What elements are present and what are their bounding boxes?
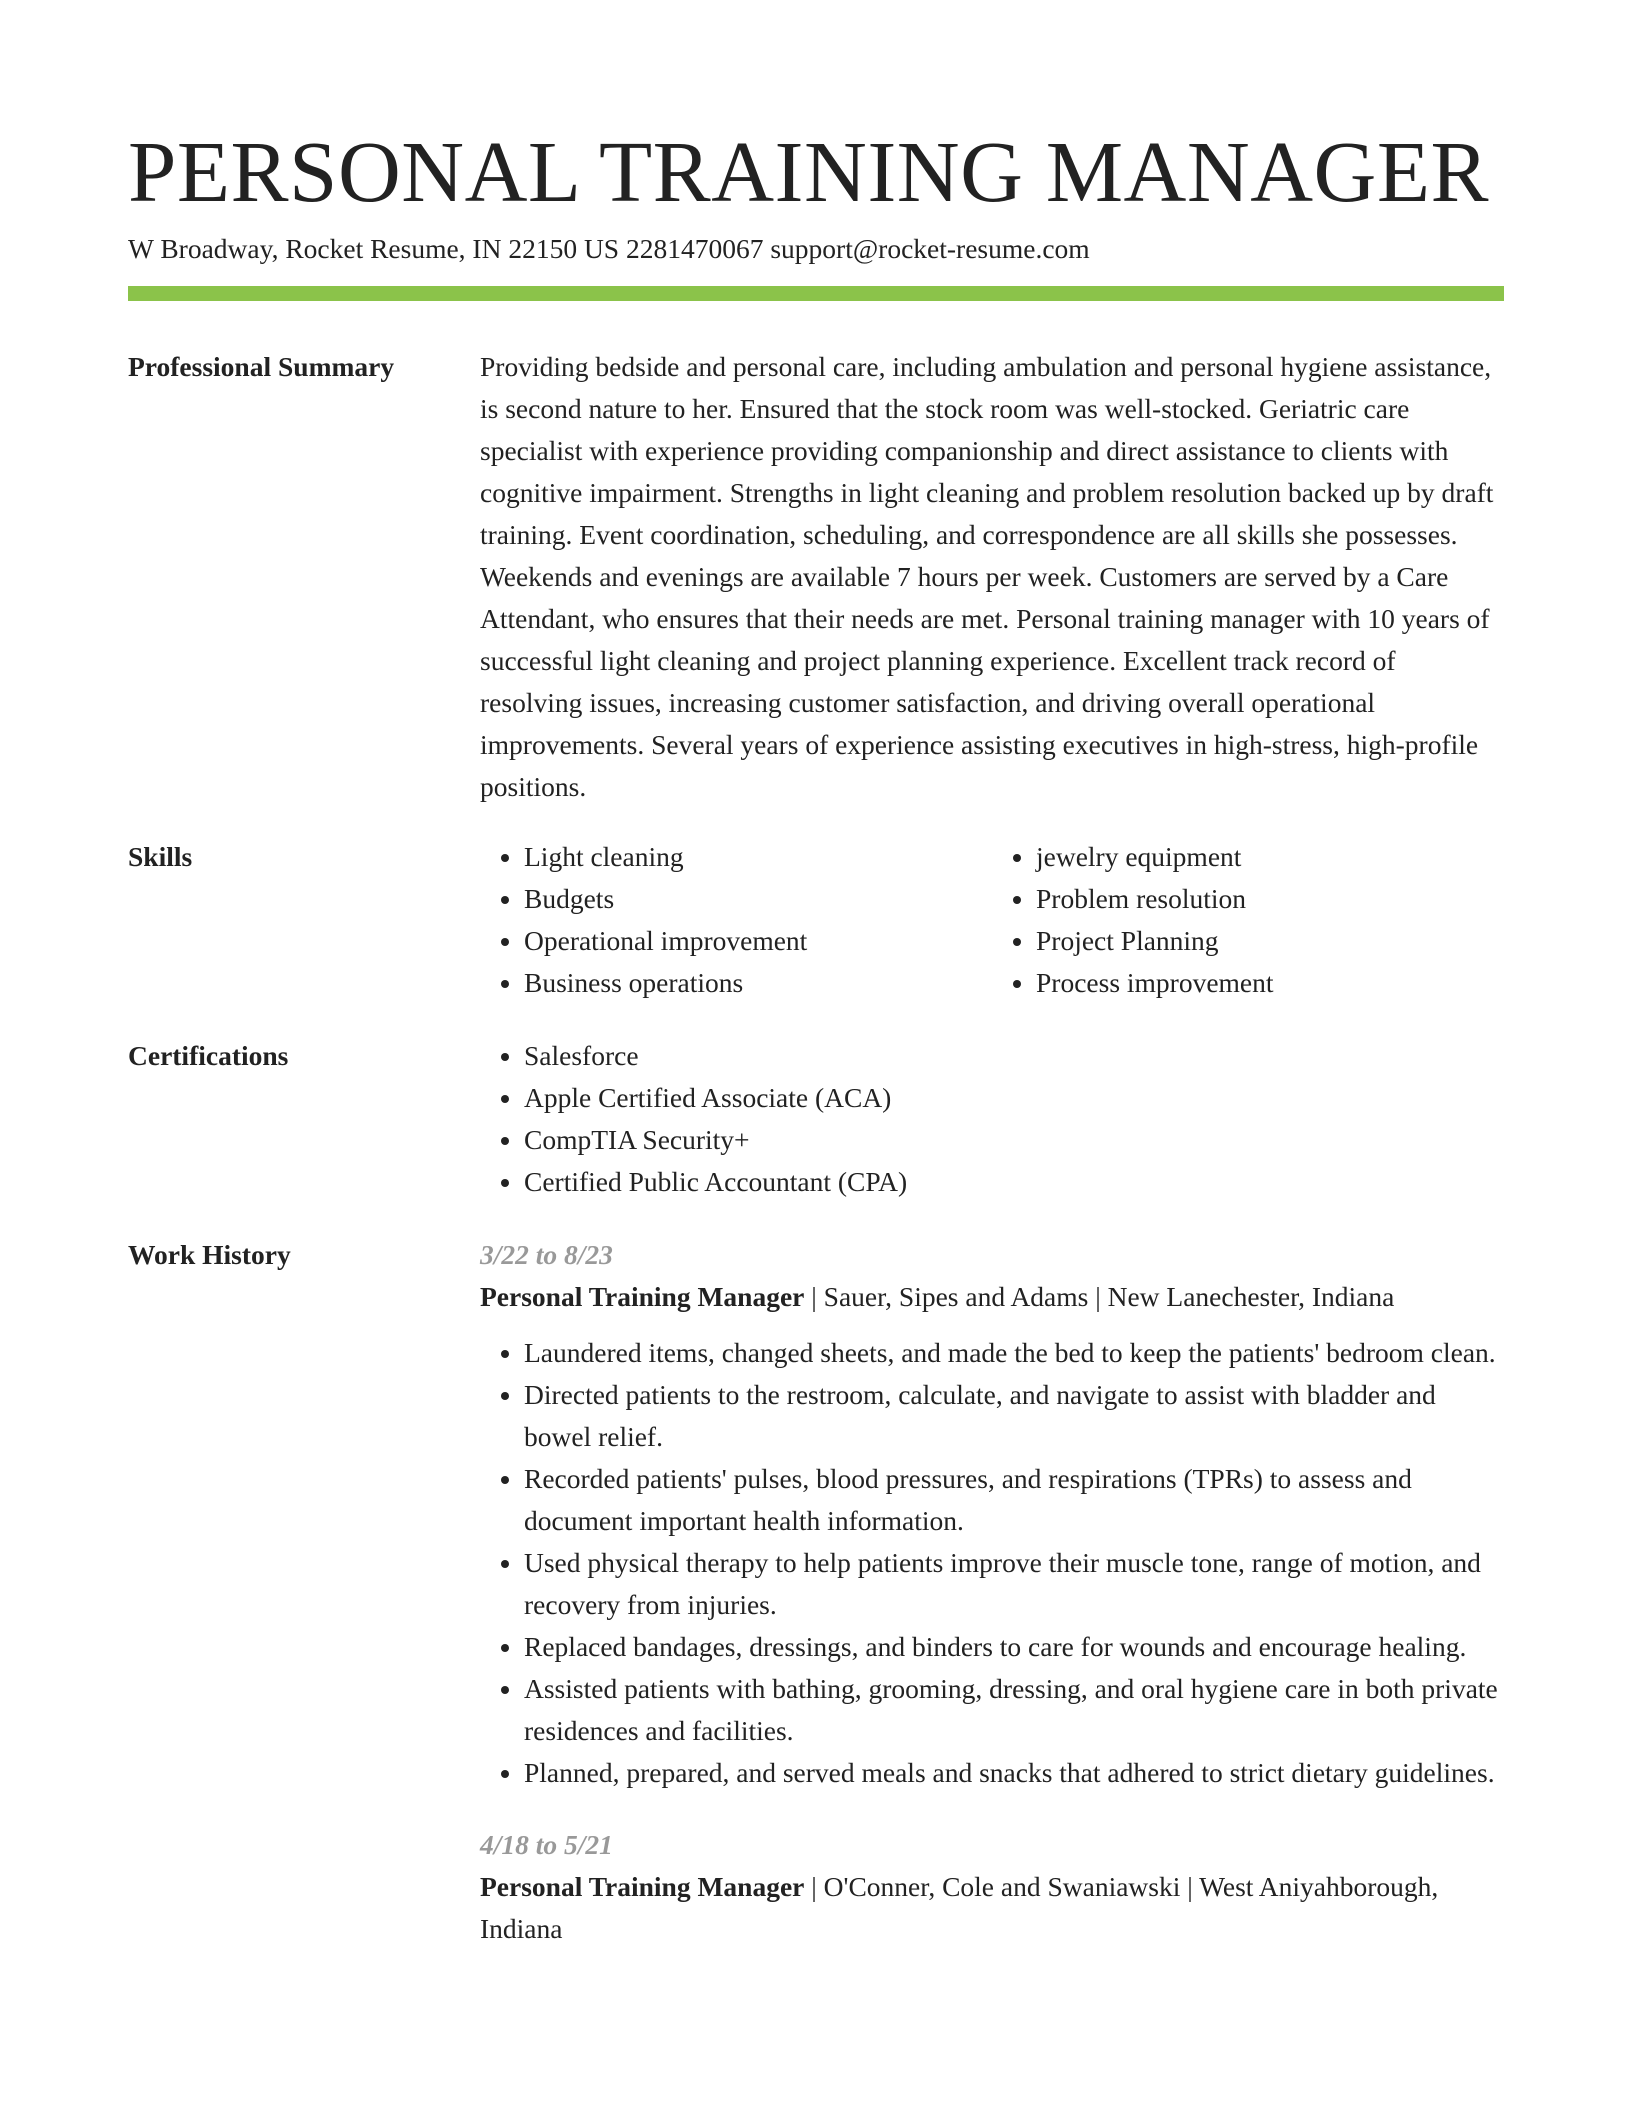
certifications-label: Certifications: [128, 1040, 289, 1071]
work-history-content: [480, 1234, 1504, 1950]
list-item: • Used physical therapy to help patients improve their muscle tone, range of motion, and recovery from injuries.: [524, 1542, 1504, 1626]
list-item: • Budgets: [524, 878, 952, 920]
skills-list-right: [992, 836, 1464, 1004]
work-history-label: Work History: [128, 1239, 291, 1270]
list-item: • Directed patients to the restroom, calculate, and navigate to assist with bladder and bowel relief.: [524, 1374, 1504, 1458]
list-item: • Planned, prepared, and served meals and snacks that adhered to strict dietary guidelines.: [524, 1752, 1504, 1794]
list-item: • Salesforce: [524, 1035, 1504, 1077]
job-title: Personal Training Manager: [480, 1871, 805, 1902]
header-divider: [128, 286, 1504, 301]
job-heading: [480, 1866, 1504, 1950]
list-item: • Certified Public Accountant (CPA): [524, 1161, 1504, 1203]
job-dates: 3/22 to 8/23: [480, 1239, 613, 1270]
skills-label: Skills: [128, 841, 193, 872]
certifications-content: [480, 1035, 1504, 1203]
skills-list-left: [480, 836, 952, 1004]
list-item: • Apple Certified Associate (ACA): [524, 1077, 1504, 1119]
list-item: • jewelry equipment: [1036, 836, 1464, 878]
job-details: | Sauer, Sipes and Adams | New Lanechester, Indiana: [804, 1281, 1395, 1312]
job-details: | O'Conner, Cole and Swaniawski | West Aniyahborough, Indiana: [480, 1871, 1439, 1944]
list-item: • Recorded patients' pulses, blood pressures, and respirations (TPRs) to assess and document important health information.: [524, 1458, 1504, 1542]
list-item: • Assisted patients with bathing, grooming, dressing, and oral hygiene care in both private residences and facilities.: [524, 1668, 1504, 1752]
job-title: Personal Training Manager: [480, 1281, 805, 1312]
list-item: • Process improvement: [1036, 962, 1464, 1004]
summary-label: Professional Summary: [128, 351, 395, 382]
list-item: • Operational improvement: [524, 920, 952, 962]
list-item: • Replaced bandages, dressings, and binders to care for wounds and encourage healing.: [524, 1626, 1504, 1668]
list-item: • Light cleaning: [524, 836, 952, 878]
summary-content: [480, 346, 1504, 808]
job-entry: [480, 1824, 1504, 1950]
summary-text: Providing bedside and personal care, including ambulation and personal hygiene assistance, is second nature to her. Ensured that the stock room was well-stocked. Geriatric care specialist with experience providing companionship and direct assistance to clients with cognitive impairment. Strengths in light cleaning and problem resolution backed up by draft training. Event coordination, scheduling, and correspondence are all skills she possesses. Weekends and evenings are available 7 hours per week. Customers are served by a Care Attendant, who ensures that their needs are met. Personal training manager with 10 years of successful light cleaning and project planning experience. Excellent track record of resolving issues, increasing customer satisfaction, and driving overall operational improvements. Several years of experience assisting executives in high-stress, high-profile positions.: [480, 351, 1494, 802]
list-item: • CompTIA Security+: [524, 1119, 1504, 1161]
job-entry: [480, 1234, 1504, 1794]
job-bullets: [480, 1332, 1504, 1794]
list-item: • Project Planning: [1036, 920, 1464, 962]
contact-line: W Broadway, Rocket Resume, IN 22150 US 2281470067 support@rocket-resume.com: [128, 233, 1090, 264]
list-item: • Business operations: [524, 962, 952, 1004]
job-heading: [480, 1276, 1504, 1318]
resume-title: PERSONAL TRAINING MANAGER: [128, 123, 1490, 220]
job-dates: 4/18 to 5/21: [480, 1829, 613, 1860]
list-item: • Problem resolution: [1036, 878, 1464, 920]
skills-content: [480, 836, 1504, 1004]
certifications-list: [480, 1035, 1504, 1203]
list-item: • Laundered items, changed sheets, and made the bed to keep the patients' bedroom clean.: [524, 1332, 1504, 1374]
